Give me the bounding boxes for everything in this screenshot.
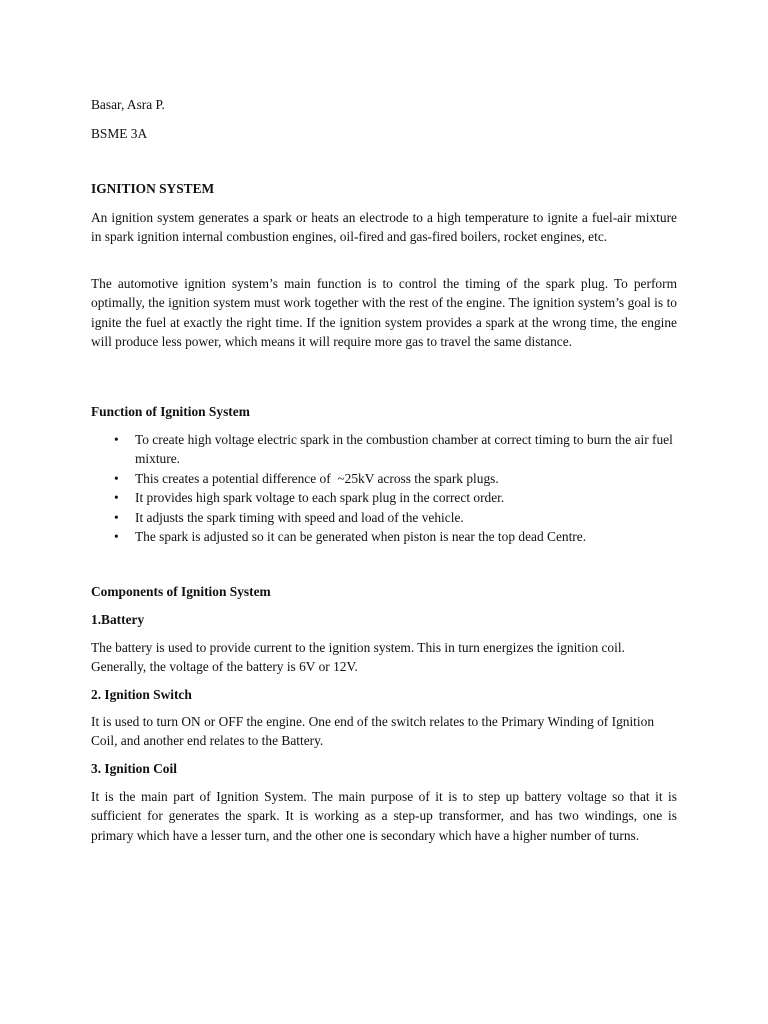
- bullet-icon: •: [114, 432, 119, 447]
- list-item: [91, 527, 677, 546]
- list-item: [91, 430, 677, 469]
- bullet-icon: •: [114, 490, 119, 506]
- author-section: BSME 3A: [91, 126, 148, 141]
- list-item-text: This creates a potential difference of ~25kV across the spark plugs.: [135, 470, 499, 486]
- list-item-text: It adjusts the spark timing with speed and load of the vehicle.: [135, 509, 464, 525]
- list-item-text: It provides high spark voltage to each spark plug in the correct order.: [135, 490, 505, 506]
- function-list: [91, 430, 677, 546]
- intro-paragraph-2: The automotive ignition system’s main function is to control the timing of the spark plug. To perform optimally, the ignition system must work together with the rest of the engine. The ignition system’s goal is to ignite the fuel at exactly the right time. If the ignition system provides a spark at the wrong time, the engine will produce less power, which means it will require more gas to travel the same distance.: [91, 276, 677, 350]
- component-text-battery: The battery is used to provide current to the ignition system. This in turn energizes the ignition coil. Generally, the voltage of the battery is 6V or 12V.: [91, 640, 625, 675]
- component-heading-switch: 2. Ignition Switch: [91, 687, 192, 702]
- author-name: Basar, Asra P.: [91, 97, 165, 112]
- list-item-text: The spark is adjusted so it can be generated when piston is near the top dead Centre.: [135, 529, 587, 545]
- component-text-switch: It is used to turn ON or OFF the engine. One end of the switch relates to the Primary Winding of Ignition Coil, and another end relates to the Battery.: [91, 714, 655, 749]
- bullet-icon: •: [114, 470, 119, 486]
- intro-paragraph-1: An ignition system generates a spark or heats an electrode to a high temperature to ignite a fuel-air mixture in spark ignition internal combustion engines, oil-fired and gas-fired boilers, rocket engines, etc.: [91, 210, 677, 245]
- component-heading-coil: 3. Ignition Coil: [91, 761, 177, 776]
- components-heading: Components of Ignition System: [91, 584, 271, 599]
- document-title: IGNITION SYSTEM: [91, 181, 215, 196]
- list-item: [91, 508, 677, 527]
- bullet-icon: •: [114, 529, 119, 545]
- component-heading-battery: 1.Battery: [91, 612, 145, 627]
- list-item-text: To create high voltage electric spark in the combustion chamber at correct timing to burn the air fuel mixture.: [135, 432, 673, 467]
- list-item: [91, 488, 677, 507]
- bullet-icon: •: [114, 509, 119, 525]
- component-text-coil: It is the main part of Ignition System. The main purpose of it is to step up battery voltage so that it is sufficient for generates the spark. It is working as a step-up transformer, and has two windings, one is primary which have a lesser turn, and the other one is secondary which have a higher number of turns.: [91, 789, 677, 843]
- list-item: [91, 469, 677, 488]
- function-heading: Function of Ignition System: [91, 404, 250, 419]
